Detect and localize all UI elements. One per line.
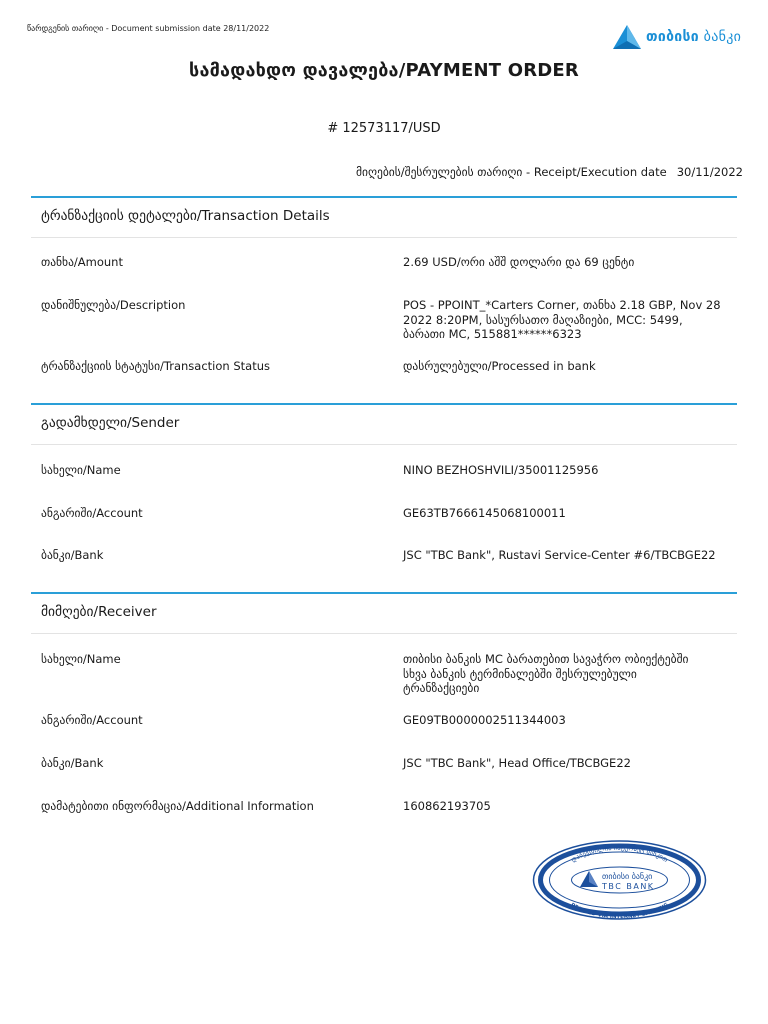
- receiver-bank-label: ბანკი/Bank: [41, 756, 104, 770]
- execution-label: მიღების/შესრულების თარიღი - Receipt/Execution date: [356, 165, 667, 179]
- amount-label: თანხა/Amount: [41, 255, 123, 269]
- sender-bank-value: JSC "TBC Bank", Rustavi Service-Center #6/TBCBGE22: [403, 548, 716, 562]
- section-title-receiver: მიმღები/Receiver: [41, 604, 157, 620]
- stamp-bottom-text: PRINTED VIA INTERNET BANKING: [569, 902, 670, 920]
- sender-account-label: ანგარიში/Account: [41, 506, 143, 520]
- bank-logo: [612, 24, 741, 50]
- execution-date-line: [356, 165, 743, 179]
- page-title: სამადახდო დავალება/PAYMENT ORDER: [189, 60, 579, 81]
- section-divider: [31, 592, 737, 594]
- order-number: # 12573117/USD: [327, 121, 441, 136]
- submission-date: წარდგენის თარიღი - Document submission date 28/11/2022: [27, 24, 270, 33]
- section-title-sender: გადამხდელი/Sender: [41, 415, 180, 431]
- stamp-triangle-icon: [580, 871, 598, 887]
- logo-text: ბანკი: [703, 29, 742, 45]
- section-divider: [31, 196, 737, 198]
- section-title-transaction: ტრანზაქციის დეტალები/Transaction Details: [41, 208, 330, 224]
- description-label: დანიშნულება/Description: [41, 298, 186, 312]
- receiver-name-line: ტრანზაქციები: [403, 681, 480, 695]
- section-divider: [31, 403, 737, 405]
- receiver-bank-value: JSC "TBC Bank", Head Office/TBCBGE22: [403, 756, 631, 770]
- additional-info-label: დამატებითი ინფორმაცია/Additional Information: [41, 799, 314, 813]
- description-line: 2022 8:20PM, სასურსათო მაღაზიები, MCC: 5499,: [403, 312, 683, 327]
- internet-banking-stamp: [532, 840, 707, 920]
- status-label: ტრანზაქციის სტატუსი/Transaction Status: [41, 359, 270, 373]
- sender-name-value: NINO BEZHOSHVILI/35001125956: [403, 463, 599, 477]
- amount-value: 2.69 USD/ორი აშშ დოლარი და 69 ცენტი: [403, 255, 635, 269]
- section-underline: [31, 633, 737, 634]
- status-value: დასრულებული/Processed in bank: [403, 359, 596, 373]
- stamp-center-en: TBC BANK: [602, 882, 655, 891]
- receiver-name-line: სხვა ბანკის ტერმინალებში შესრულებული: [403, 666, 637, 681]
- receiver-account-value: GE09TB0000002511344003: [403, 713, 566, 727]
- description-line: POS - PPOINT_*Carters Corner, თანხა 2.18 GBP, Nov 28: [403, 298, 721, 312]
- description-line: ბარათი MC, 515881******6323: [403, 327, 582, 341]
- section-underline: [31, 444, 737, 445]
- sender-account-value: GE63TB7666145068100011: [403, 506, 566, 520]
- sender-bank-label: ბანკი/Bank: [41, 548, 104, 562]
- logo-text-bold: თიბისი: [646, 29, 699, 45]
- execution-date: 30/11/2022: [676, 165, 743, 179]
- tbc-triangle-icon: [612, 24, 642, 50]
- receiver-name-label: სახელი/Name: [41, 652, 121, 666]
- description-value: [403, 298, 738, 342]
- receiver-name-value: [403, 652, 738, 696]
- additional-info-value: 160862193705: [403, 799, 491, 813]
- section-underline: [31, 237, 737, 238]
- receiver-account-label: ანგარიში/Account: [41, 713, 143, 727]
- stamp-center-geo: თიბისი ბანკი: [602, 872, 653, 881]
- receiver-name-line: თიბისი ბანკის MC ბარათებით სავაჭრო ობიექტებში: [403, 652, 689, 666]
- sender-name-label: სახელი/Name: [41, 463, 121, 477]
- stamp-top-text: დაბეჭდილია ინტერნეტ ბანკით: [569, 843, 670, 864]
